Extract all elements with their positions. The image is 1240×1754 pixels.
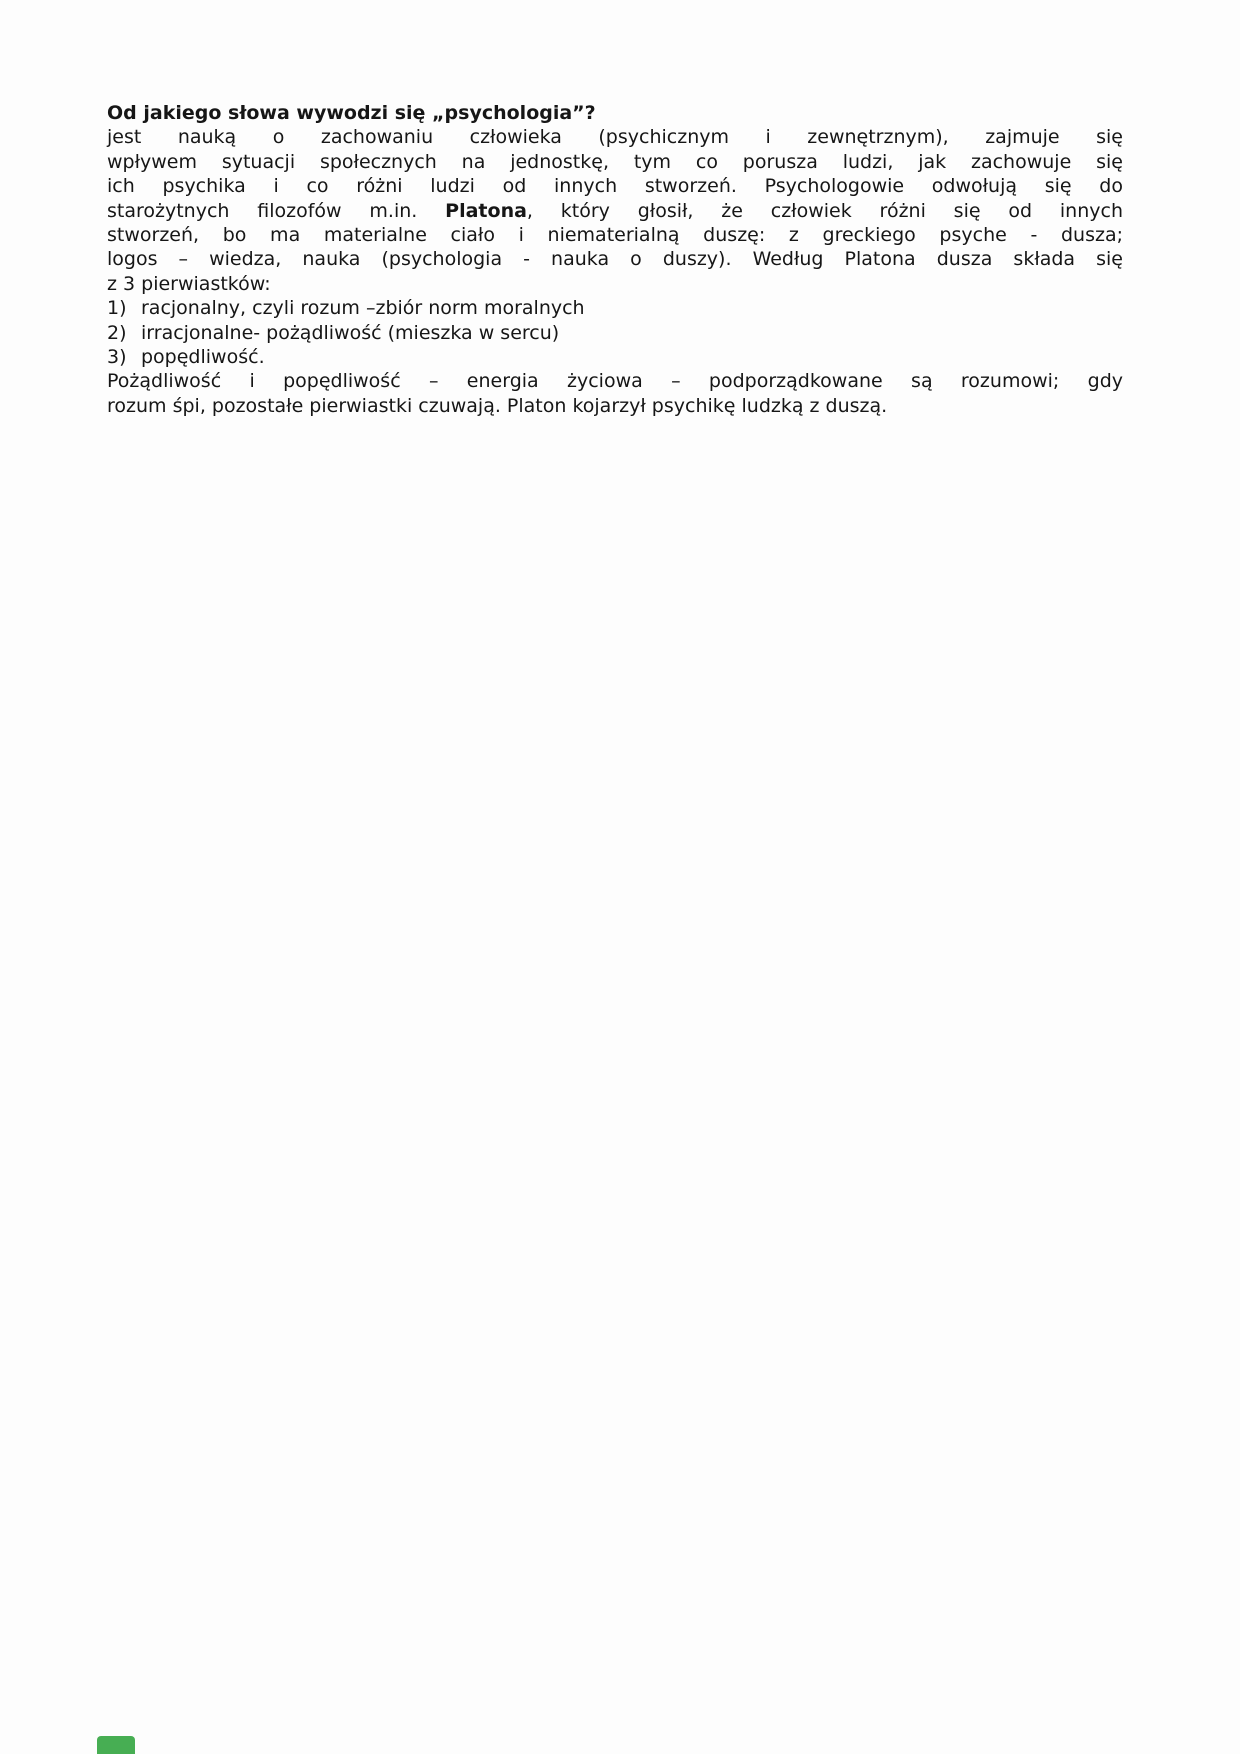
text-line: starożytnych filozofów m.in. Platona, który głosił, że człowiek różni się od innych	[107, 199, 1123, 222]
list-item-number: 1)	[107, 297, 127, 320]
list-item-text: popędliwość.	[141, 346, 265, 369]
text-line: jest nauką o zachowaniu człowieka (psychicznym i zewnętrznym), zajmuje się	[107, 126, 1123, 149]
page-title: Od jakiego słowa wywodzi się „psychologia”?	[107, 102, 596, 124]
text-line: Pożądliwość i popędliwość – energia życiowa – podporządkowane są rozumowi; gdy	[107, 370, 1123, 393]
list-item-text: irracjonalne- pożądliwość (mieszka w sercu)	[141, 321, 560, 344]
text-line: wpływem sytuacji społecznych na jednostkę, tym co porusza ludzi, jak zachowuje się	[107, 150, 1123, 173]
list-item-number: 3)	[107, 346, 127, 369]
list-item	[107, 345, 1123, 369]
text-line: logos – wiedza, nauka (psychologia - nauka o duszy). Według Platona dusza składa się	[107, 248, 1123, 271]
numbered-list	[107, 296, 1123, 369]
document-content	[107, 101, 1123, 418]
bold-term: Platona	[445, 199, 527, 222]
text-line: ich psychika i co różni ludzi od innych stworzeń. Psychologowie odwołują się do	[107, 175, 1123, 198]
text-line: stworzeń, bo ma materialne ciało i niematerialną duszę: z greckiego psyche - dusza;	[107, 224, 1123, 247]
text-line: z 3 pierwiastków:	[107, 272, 271, 295]
text-line: rozum śpi, pozostałe pierwiastki czuwają. Platon kojarzył psychikę ludzką z duszą.	[107, 394, 888, 417]
list-item	[107, 321, 1123, 345]
intro-paragraph	[107, 125, 1123, 296]
green-logo-fragment	[97, 1736, 135, 1754]
list-item-text: racjonalny, czyli rozum –zbiór norm moralnych	[141, 297, 585, 320]
closing-paragraph	[107, 369, 1123, 418]
list-item-number: 2)	[107, 321, 127, 344]
list-item	[107, 296, 1123, 320]
